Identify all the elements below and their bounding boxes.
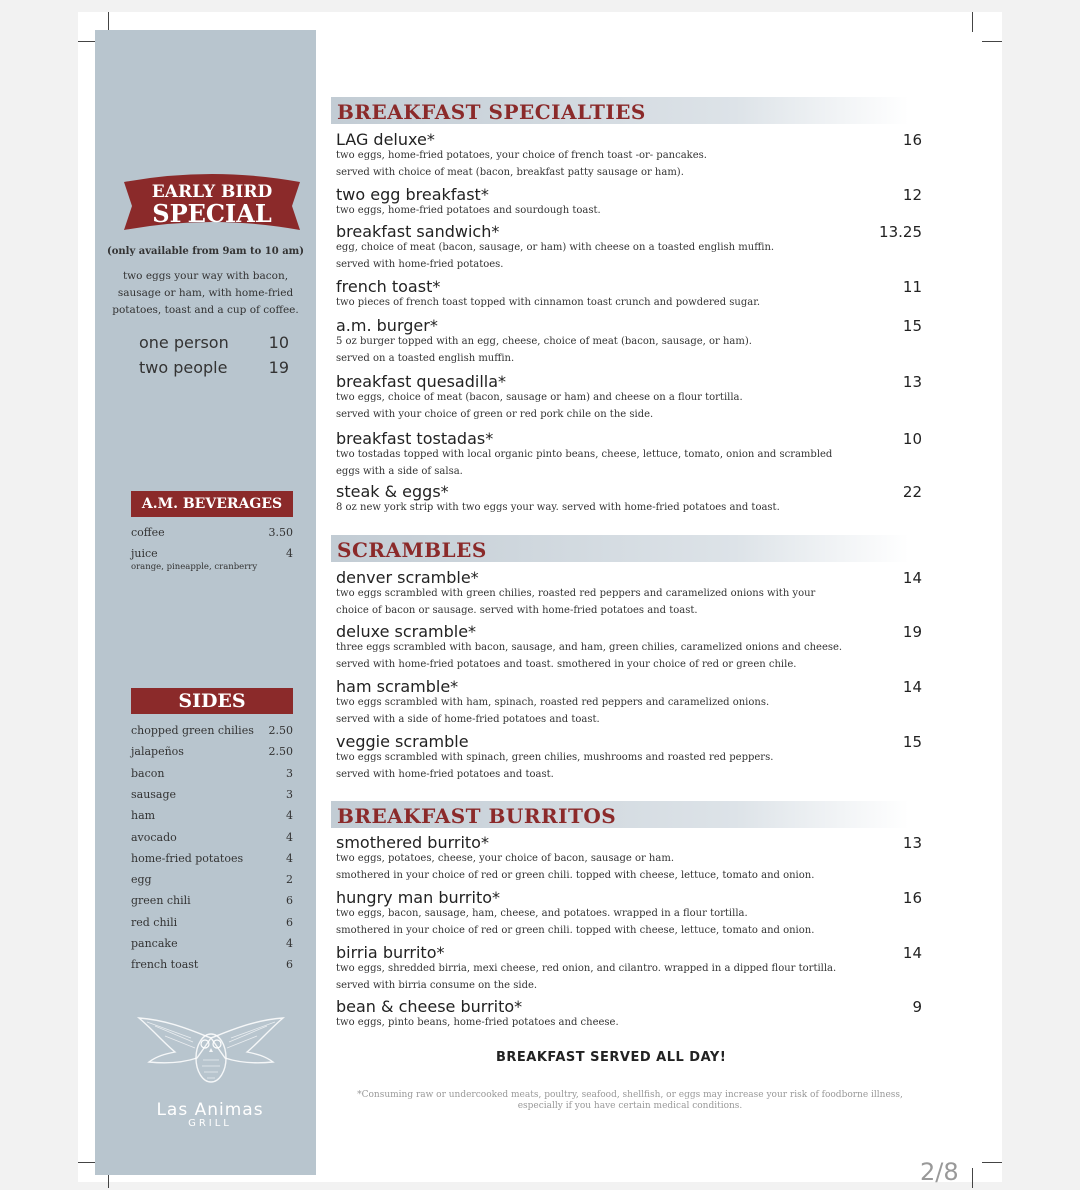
crop-mark [108, 12, 109, 32]
sides-heading: SIDES [131, 688, 293, 714]
menu-item-description: served with choice of meat (bacon, breakfast patty sausage or ham). [336, 167, 684, 178]
menu-item-price: 13 [902, 373, 922, 391]
menu-item-name: two egg breakfast* [336, 185, 489, 204]
side-row [131, 958, 293, 971]
side-row [131, 767, 293, 780]
menu-item-description: two tostadas topped with local organic pinto beans, cheese, lettuce, tomato, onion and scrambled [336, 449, 833, 460]
item-price: 2.50 [268, 724, 293, 737]
early-bird-line2: SPECIAL [152, 199, 272, 228]
side-row [131, 916, 293, 929]
item-name: coffee [131, 526, 165, 539]
desc-line: potatoes, toast and a cup of coffee. [112, 304, 299, 316]
beverages-heading: A.M. BEVERAGES [131, 491, 293, 517]
menu-item-description: served with your choice of green or red pork chile on the side. [336, 409, 654, 420]
menu-item-price: 14 [902, 678, 922, 696]
item-price: 4 [286, 830, 293, 844]
menu-item-description: served with home-fried potatoes. [336, 259, 504, 270]
brand-logo [140, 1100, 280, 1129]
early-bird-line1: EARLY BIRD [151, 182, 273, 202]
brand-sub: GRILL [188, 1118, 232, 1129]
menu-item-price: 12 [902, 186, 922, 204]
juice-options: orange, pineapple, cranberry [131, 562, 258, 572]
menu-item-description: two eggs, home-fried potatoes and sourdough toast. [336, 205, 601, 216]
item-name: juice [131, 547, 158, 560]
owl-icon [135, 1012, 287, 1092]
side-row [131, 831, 293, 844]
food-safety-disclaimer [340, 1090, 920, 1112]
served-all-day-note: BREAKFAST SERVED ALL DAY! [496, 1050, 727, 1065]
menu-item-description: two eggs, home-fried potatoes, your choice of french toast -or- pancakes. [336, 150, 707, 161]
menu-item-price: 16 [902, 889, 922, 907]
menu-item-name: a.m. burger* [336, 316, 438, 335]
side-row [131, 809, 293, 822]
item-name: pancake [131, 937, 178, 950]
menu-item-description: smothered in your choice of red or green chili. topped with cheese, lettuce, tomato and onion. [336, 925, 815, 936]
menu-item-name: deluxe scramble* [336, 622, 477, 641]
item-price: 6 [286, 915, 293, 929]
menu-item-price: 14 [902, 569, 922, 587]
menu-item-name: denver scramble* [336, 568, 479, 587]
crop-mark [972, 12, 973, 32]
crop-mark [972, 1168, 973, 1188]
side-row [131, 937, 293, 950]
side-row [131, 894, 293, 907]
disclaimer-line: especially if you have certain medical conditions. [517, 1101, 743, 1111]
menu-item-name: smothered burrito* [336, 833, 489, 852]
menu-item-description: two eggs scrambled with spinach, green chilies, mushrooms and roasted red peppers. [336, 752, 774, 763]
item-name: bacon [131, 766, 165, 780]
menu-item-name: steak & eggs* [336, 482, 449, 501]
item-price: 4 [286, 937, 293, 950]
item-name: home-fried potatoes [131, 851, 244, 865]
menu-item-description: two eggs, potatoes, cheese, your choice of bacon, sausage or ham. [336, 853, 674, 864]
menu-item-name: birria burrito* [336, 943, 445, 962]
menu-item-price: 14 [902, 944, 922, 962]
early-bird-price-row [139, 358, 289, 377]
item-name: red chili [131, 915, 178, 929]
menu-item-name: breakfast tostadas* [336, 429, 494, 448]
early-bird-description [100, 268, 311, 319]
menu-item-name: bean & cheese burrito* [336, 997, 523, 1016]
menu-item-name: french toast* [336, 277, 441, 296]
menu-item-price: 22 [902, 483, 922, 501]
item-name: jalapeños [131, 745, 184, 759]
early-bird-price-row [139, 333, 289, 352]
menu-item-description: served on a toasted english muffin. [336, 353, 515, 364]
page-number: 2/8 [920, 1158, 959, 1186]
menu-item-description: egg, choice of meat (bacon, sausage, or ham) with cheese on a toasted english muffin. [336, 242, 775, 253]
item-name: ham [131, 809, 156, 823]
price-label: two people [139, 358, 228, 377]
menu-item-price: 15 [902, 733, 922, 751]
section-heading [331, 535, 909, 562]
early-bird-banner [124, 170, 300, 240]
menu-item-description: served with home-fried potatoes and toast. smothered in your choice of red or green chile. [336, 659, 797, 670]
item-name: chopped green chilies [131, 724, 254, 737]
price-value: 10 [268, 333, 289, 352]
item-name: sausage [131, 787, 177, 801]
menu-item-description: served with home-fried potatoes and toast. [336, 769, 554, 780]
menu-item-description: two eggs scrambled with ham, spinach, roasted red peppers and caramelized onions. [336, 697, 770, 708]
crop-mark [982, 1162, 1002, 1163]
item-name: green chili [131, 894, 191, 908]
beverage-row [131, 526, 293, 539]
menu-item-description: two eggs scrambled with green chilies, roasted red peppers and caramelized onions with your [336, 588, 816, 599]
menu-item-description: eggs with a side of salsa. [336, 466, 463, 477]
menu-item-price: 9 [912, 998, 922, 1016]
desc-line: two eggs your way with bacon, [122, 270, 289, 282]
beverage-row [131, 547, 293, 560]
item-price: 3 [286, 766, 293, 780]
section-title: BREAKFAST SPECIALTIES [337, 100, 646, 124]
item-price: 4 [286, 809, 293, 823]
item-price: 4 [286, 851, 293, 865]
menu-item-price: 19 [902, 623, 922, 641]
side-row [131, 745, 293, 758]
section-title: BREAKFAST BURRITOS [337, 804, 617, 828]
price-value: 19 [268, 358, 289, 377]
side-row [131, 873, 293, 886]
menu-item-description: two eggs, bacon, sausage, ham, cheese, and potatoes. wrapped in a flour tortilla. [336, 908, 748, 919]
side-row [131, 852, 293, 865]
menu-item-description: two pieces of french toast topped with cinnamon toast crunch and powdered sugar. [336, 297, 761, 308]
menu-item-description: 5 oz burger topped with an egg, cheese, choice of meat (bacon, sausage, or ham). [336, 336, 752, 347]
menu-item-description: two eggs, choice of meat (bacon, sausage or ham) and cheese on a flour tortilla. [336, 392, 743, 403]
price-label: one person [139, 333, 229, 352]
menu-item-description: choice of bacon or sausage. served with home-fried potatoes and toast. [336, 605, 698, 616]
menu-item-name: LAG deluxe* [336, 130, 435, 149]
menu-item-description: 8 oz new york strip with two eggs your way. served with home-fried potatoes and toast. [336, 502, 780, 513]
menu-item-price: 16 [902, 131, 922, 149]
menu-item-price: 11 [902, 278, 922, 296]
item-name: avocado [131, 830, 177, 844]
side-row [131, 788, 293, 801]
item-price: 4 [286, 547, 293, 560]
side-row [131, 724, 293, 737]
item-price: 6 [286, 894, 293, 908]
menu-item-description: smothered in your choice of red or green chili. topped with cheese, lettuce, tomato and onion. [336, 870, 815, 881]
section-title: SCRAMBLES [337, 538, 487, 562]
menu-item-name: breakfast quesadilla* [336, 372, 507, 391]
menu-item-description: served with birria consume on the side. [336, 980, 538, 991]
menu-item-description: two eggs, pinto beans, home-fried potatoes and cheese. [336, 1017, 619, 1028]
item-price: 2 [286, 873, 293, 887]
menu-item-name: veggie scramble [336, 732, 469, 751]
menu-item-price: 10 [902, 430, 922, 448]
menu-item-price: 13.25 [879, 223, 922, 241]
item-price: 6 [286, 958, 293, 972]
menu-item-name: hungry man burrito* [336, 888, 501, 907]
section-heading [331, 801, 909, 828]
item-price: 3 [286, 787, 293, 801]
menu-item-description: three eggs scrambled with bacon, sausage, and ham, green chilies, caramelized onions and cheese. [336, 642, 843, 653]
item-price: 3.50 [268, 526, 293, 539]
desc-line: sausage or ham, with home-fried [117, 287, 294, 299]
brand-name: Las Animas [156, 1100, 264, 1120]
menu-item-description: two eggs, shredded birria, mexi cheese, red onion, and cilantro. wrapped in a dipped flour tortilla. [336, 963, 837, 974]
menu-item-description: served with a side of home-fried potatoes and toast. [336, 714, 600, 725]
menu-item-name: breakfast sandwich* [336, 222, 500, 241]
early-bird-note: (only available from 9am to 10 am) [106, 246, 304, 257]
menu-item-price: 15 [902, 317, 922, 335]
section-heading [331, 97, 909, 124]
item-price: 2.50 [268, 745, 293, 759]
menu-item-name: ham scramble* [336, 677, 459, 696]
item-name: french toast [131, 958, 199, 972]
disclaimer-line: *Consuming raw or undercooked meats, poultry, seafood, shellfish, or eggs may increase your risk of foodborne illness, [357, 1090, 903, 1100]
crop-mark [982, 41, 1002, 42]
item-name: egg [131, 873, 152, 887]
menu-item-price: 13 [902, 834, 922, 852]
